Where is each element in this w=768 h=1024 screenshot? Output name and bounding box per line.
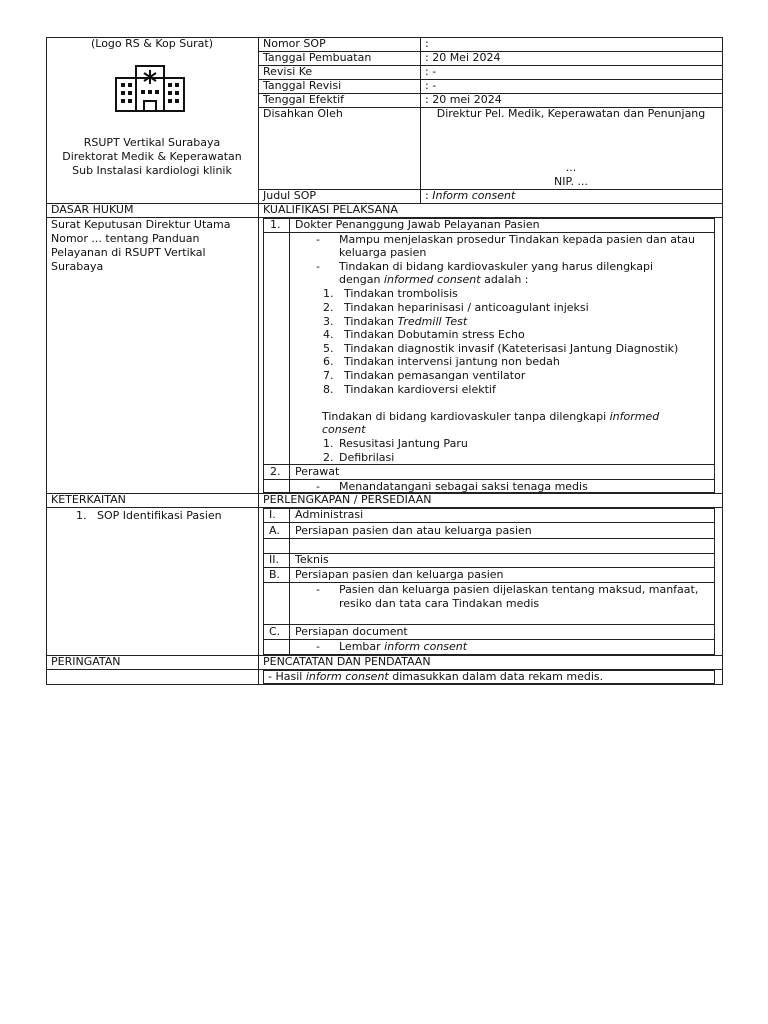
list-number: 7. [323, 369, 334, 382]
bullet-text: dengan informed consent adalah : [339, 273, 529, 286]
dasar-hukum-line: Surabaya [51, 260, 104, 273]
meta-value-tanggal-efektif: : 20 mei 2024 [425, 93, 502, 106]
keterkaitan-number: 1. [76, 509, 87, 522]
hospital-building-icon [112, 60, 188, 112]
dasar-hukum-line: Nomor ... tentang Panduan [51, 232, 200, 245]
kualifikasi-item-number: 1. [270, 218, 281, 231]
perlengkapan-row-number: A. [269, 524, 280, 537]
section-heading-kualifikasi: KUALIFIKASI PELAKSANA [263, 203, 398, 216]
hospital-unit: Sub Instalasi kardiologi klinik [72, 164, 232, 177]
table-border-left [46, 37, 47, 684]
meta-label-tanggal-efektif: Tenggal Efektif [263, 93, 345, 106]
inner-table-line [714, 218, 715, 492]
inner-table-line [263, 508, 264, 654]
hospital-directorate: Direktorat Medik & Keperawatan [62, 150, 242, 163]
dasar-hukum-line: Pelayanan di RSUPT Vertikal [51, 246, 206, 259]
list-item: Tindakan kardioversi elektif [344, 383, 496, 396]
kualifikasi-item-number: 2. [270, 465, 281, 478]
perlengkapan-row-number: C. [269, 625, 281, 638]
sop-title-value: : Inform consent [425, 189, 516, 202]
list-number: 1. [323, 437, 334, 450]
list-number: 8. [323, 383, 334, 396]
meta-value-revisi-ke: : - [425, 65, 437, 78]
table-border-right [722, 37, 723, 684]
kualifikasi-item-dpjp: Dokter Penanggung Jawab Pelayanan Pasien [295, 218, 540, 231]
list-item: Tindakan Dobutamin stress Echo [344, 328, 525, 341]
perlengkapan-row-persiapan-a: Persiapan pasien dan atau keluarga pasien [295, 524, 532, 537]
list-number: 2. [323, 301, 334, 314]
meta-label-nomor-sop: Nomor SOP [263, 37, 326, 50]
inner-table-line [714, 508, 715, 654]
list-item: Tindakan pemasangan ventilator [344, 369, 526, 382]
bullet-dash: - [316, 640, 320, 653]
perlengkapan-row-number: B. [269, 568, 281, 581]
list-number: 4. [323, 328, 334, 341]
list-number: 5. [323, 342, 334, 355]
meta-label-tanggal-pembuatan: Tanggal Pembuatan [263, 51, 372, 64]
section-heading-dasar-hukum: DASAR HUKUM [51, 203, 134, 216]
list-item: Tindakan diagnostik invasif (Kateterisasi Jantung Diagnostik) [344, 342, 679, 355]
inner-table-line [263, 553, 715, 554]
bullet-text: resiko dan tata cara Tindakan medis [339, 597, 540, 610]
list-number: 2. [323, 451, 334, 464]
bullet-text: Menandatangani sebagai saksi tenaga medis [339, 480, 588, 493]
section-heading-perlengkapan: PERLENGKAPAN / PERSEDIAAN [263, 493, 432, 506]
list-number: 6. [323, 355, 334, 368]
bullet-dash: - [316, 583, 320, 596]
nip-field: NIP. ... [554, 175, 588, 188]
inner-table-line [263, 538, 715, 539]
bullet-text: Pasien dan keluarga pasien dijelaskan tentang maksud, manfaat, [339, 583, 699, 596]
bullet-text: Lembar inform consent [339, 640, 468, 653]
bullet-text: Tindakan di bidang kardiovaskuler yang harus dilengkapi [339, 260, 654, 273]
hospital-name: RSUPT Vertikal Surabaya [83, 136, 221, 149]
table-column-divider [258, 37, 259, 684]
list-item: Tindakan intervensi jantung non bedah [344, 355, 560, 368]
meta-label-revisi-ke: Revisi Ke [263, 65, 313, 78]
perlengkapan-row-persiapan-c: Persiapan document [295, 625, 408, 638]
list-item: Resusitasi Jantung Paru [339, 437, 468, 450]
inner-table-line [263, 522, 715, 523]
perlengkapan-row-teknis: Teknis [295, 553, 329, 566]
perlengkapan-row-persiapan-b: Persiapan pasien dan keluarga pasien [295, 568, 504, 581]
signature-placeholder: ... [565, 161, 577, 174]
approved-by-label: Disahkan Oleh [263, 107, 343, 120]
table-divider [258, 65, 723, 66]
list-number: 1. [323, 287, 334, 300]
bullet-dash: - [316, 480, 320, 493]
bullet-dash: - [316, 260, 320, 273]
logo-caption: (Logo RS & Kop Surat) [90, 37, 214, 50]
list-item: Tindakan trombolisis [344, 287, 458, 300]
bullet-dash: - [316, 233, 320, 246]
pencatatan-text: - Hasil inform consent dimasukkan dalam data rekam medis. [268, 670, 604, 683]
meta-value-tanggal-pembuatan: : 20 Mei 2024 [425, 51, 501, 64]
perlengkapan-row-administrasi: Administrasi [295, 508, 364, 521]
sop-title-label: Judul SOP [263, 189, 316, 202]
meta-value-nomor-sop: : [425, 37, 429, 50]
list-number: 3. [323, 315, 334, 328]
table-border-bottom [46, 684, 723, 685]
inner-table-line [289, 218, 290, 492]
approver-title: Direktur Pel. Medik, Keperawatan dan Penunjang [436, 107, 706, 120]
perlengkapan-row-number: II. [269, 553, 279, 566]
bullet-text: Mampu menjelaskan prosedur Tindakan kepada pasien dan atau [339, 233, 695, 246]
list-item: Defibrilasi [339, 451, 395, 464]
meta-value-tanggal-revisi: : - [425, 79, 437, 92]
section-heading-keterkaitan: KETERKAITAN [51, 493, 126, 506]
dasar-hukum-line: Surat Keputusan Direktur Utama [51, 218, 231, 231]
inner-table-line [263, 639, 715, 640]
inner-table-line [263, 218, 264, 492]
nonconsent-intro: Tindakan di bidang kardiovaskuler tanpa dilengkapi informed [322, 410, 660, 423]
nonconsent-intro: consent [322, 423, 366, 436]
perlengkapan-row-number: I. [269, 508, 276, 521]
keterkaitan-item: SOP Identifikasi Pasien [97, 509, 222, 522]
list-item: Tindakan Tredmill Test [344, 315, 468, 328]
inner-table-line [289, 508, 290, 654]
kualifikasi-item-perawat: Perawat [295, 465, 340, 478]
section-heading-peringatan: PERINGATAN [51, 655, 121, 668]
list-item: Tindakan heparinisasi / anticoagulant injeksi [344, 301, 589, 314]
meta-label-tanggal-revisi: Tanggal Revisi [263, 79, 342, 92]
section-heading-pencatatan: PENCATATAN DAN PENDATAAN [263, 655, 431, 668]
bullet-text: keluarga pasien [339, 246, 427, 259]
